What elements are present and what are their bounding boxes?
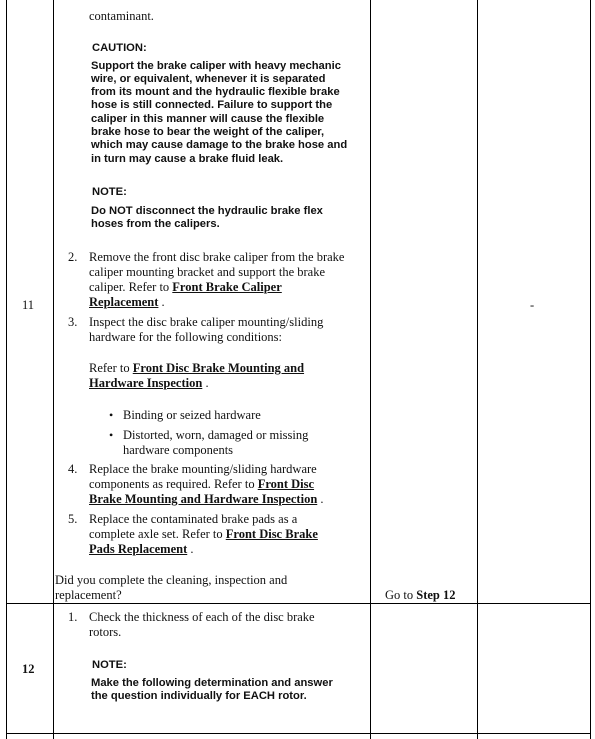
item-text: complete axle set. Refer to [89, 527, 223, 541]
note-line: Do NOT disconnect the hydraulic brake flex [91, 205, 323, 217]
contaminant-text: contaminant. [89, 9, 154, 23]
bullet-text: Distorted, worn, damaged or missing [123, 428, 309, 442]
row-divider [6, 603, 591, 604]
yes-action [385, 588, 456, 603]
item-text: Check the thickness of each of the disc brake [89, 610, 315, 624]
bullet-text: hardware components [123, 443, 234, 457]
front-disc-brake-mounting-inspection-link[interactable]: Front Disc Brake Mounting and [132, 361, 305, 375]
caution-line: brake hose to bear the weight of the caliper, [91, 126, 325, 138]
question-text: Did you complete the cleaning, inspection and [55, 573, 288, 587]
yes-column-divider [477, 0, 478, 739]
item-number: 5. [68, 512, 78, 526]
question-text: replacement? [55, 588, 122, 602]
step-number-11: 11 [22, 298, 35, 312]
item-text: caliper mounting bracket and support the brake [89, 265, 326, 279]
table-bottom-border [6, 733, 591, 734]
item-text: Inspect the disc brake caliper mounting/sliding [89, 315, 324, 329]
item-text: Remove the front disc brake caliper from the brake [89, 250, 345, 264]
period: . [320, 492, 324, 506]
front-disc-brake-mounting-link[interactable]: Front Disc [257, 477, 315, 491]
table-right-border [590, 0, 591, 739]
period: . [205, 376, 209, 390]
item-number: 2. [68, 250, 78, 264]
item-text: Replace the brake mounting/sliding hardware [89, 462, 317, 476]
item-text-with-link [89, 492, 324, 507]
caution-line: caliper in this manner will cause the flexible [91, 113, 325, 125]
front-disc-brake-pads-replacement-link-cont[interactable]: Pads Replacement [89, 542, 188, 556]
caution-line: hose is still connected. Failure to support the [91, 99, 333, 111]
caution-line: which may cause damage to the brake hose and [91, 139, 348, 151]
item-text: hardware for the following conditions: [89, 330, 283, 344]
item-number: 4. [68, 462, 78, 476]
caution-line: from its mount and the hydraulic flexible brake [91, 86, 340, 98]
caution-line: wire, or equivalent, whenever it is separated [91, 73, 326, 85]
note-heading: NOTE: [92, 659, 127, 671]
item-text-with-link [89, 527, 318, 542]
front-disc-brake-mounting-link-cont[interactable]: Brake Mounting and Hardware Inspection [89, 492, 318, 506]
bullet-dot: • [109, 428, 114, 442]
item-text: components as required. Refer to [89, 477, 255, 491]
item-text: caliper. Refer to [89, 280, 170, 294]
caution-heading: CAUTION: [92, 42, 147, 54]
bullet-dot: • [109, 408, 114, 422]
yes-prefix: Go to [385, 588, 414, 602]
item-text: Replace the contaminated brake pads as a [89, 512, 298, 526]
refer-line [89, 361, 304, 376]
refer-prefix: Refer to [89, 361, 130, 375]
caution-line: in turn may cause a brake fluid leak. [91, 153, 284, 165]
item-text-with-link [89, 477, 314, 492]
table-left-border [6, 0, 7, 739]
no-action: - [530, 298, 535, 312]
period: . [190, 542, 194, 556]
item-number: 1. [68, 610, 78, 624]
period: . [161, 295, 165, 309]
go-to-step-12-link[interactable]: Step 12 [416, 588, 456, 602]
bullet-text: Binding or seized hardware [123, 408, 261, 422]
item-text-with-link [89, 280, 282, 295]
front-disc-brake-mounting-inspection-link-cont[interactable]: Hardware Inspection [89, 376, 203, 390]
note-line: Make the following determination and answer [91, 677, 333, 689]
note-line: the question individually for EACH rotor. [91, 690, 307, 702]
caution-line: Support the brake caliper with heavy mechanic [91, 60, 341, 72]
refer-line [89, 376, 209, 391]
item-text: rotors. [89, 625, 122, 639]
front-disc-brake-pads-replacement-link[interactable]: Front Disc Brake [225, 527, 318, 541]
action-column-divider [370, 0, 371, 739]
note-heading: NOTE: [92, 186, 127, 198]
front-brake-caliper-replacement-link[interactable]: Front Brake Caliper [172, 280, 282, 294]
item-text-with-link [89, 295, 165, 310]
step-number-12: 12 [22, 662, 35, 676]
item-text-with-link [89, 542, 194, 557]
item-number: 3. [68, 315, 78, 329]
step-column-divider [53, 0, 54, 739]
front-brake-caliper-replacement-link-cont[interactable]: Replacement [89, 295, 159, 309]
note-line: hoses from the calipers. [91, 218, 220, 230]
